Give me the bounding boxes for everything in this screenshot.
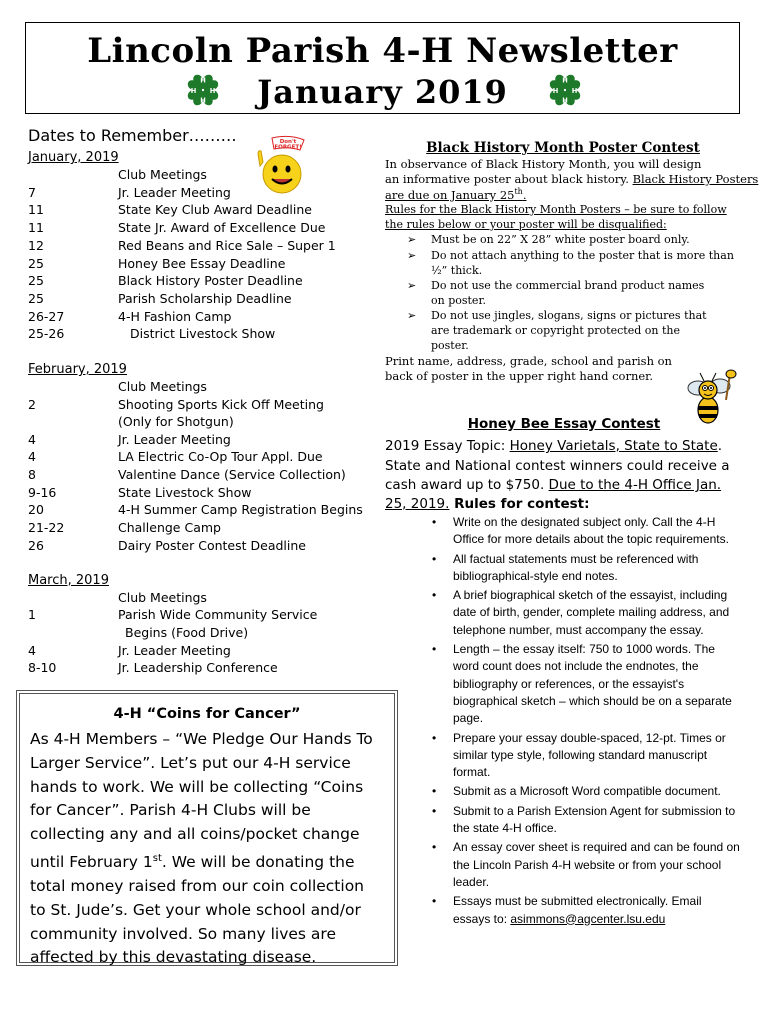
clover-icon [184,71,222,109]
svg-text:H: H [552,86,559,95]
event-text: Jr. Leadership Conference [118,660,278,675]
event-date: 25-26 [28,326,65,341]
svg-text:H: H [200,76,206,85]
event-text: Valentine Dance (Service Collection) [118,467,346,482]
hb-intro: 2019 Essay Topic: Honey Varietals, State to State. [385,438,723,454]
event-date: 11 [28,220,44,235]
bh-rule: Do not attach anything to the poster that is more than [431,249,734,262]
event-date: 11 [28,202,44,217]
bh-rule: are trademark or copyright protected on the [431,324,680,337]
event-text: 4-H Summer Camp Registration Begins [118,502,363,517]
event-text: District Livestock Show [130,326,276,341]
event-text: Shooting Sports Kick Off Meeting [118,397,324,412]
event-text: State Jr. Award of Excellence Due [118,220,326,235]
event-text: Jr. Leader Meeting [118,643,231,658]
coins-body-text: As 4-H Members – “We Pledge Our Hands To Larger Service”. Let’s put our 4-H service hands to work. We will be collecting “Coins for Cancer”. Parish 4-H Clubs will be collecting any and all coins/pocket change until February 1 [30,730,373,872]
bh-rules-heading: the rules below or your poster will be disqualified: [385,218,667,231]
bh-print-note: Print name, address, grade, school and parish on [385,354,672,368]
newsletter-title: Lincoln Parish 4-H Newsletter [87,31,678,71]
event-date: 9-16 [28,485,57,500]
arrow-bullet-icon: ➢ [407,249,417,262]
month-label-february: February, 2019 [28,362,127,377]
event-text: Dairy Poster Contest Deadline [118,538,306,553]
event-text: Honey Bee Essay Deadline [118,256,286,271]
bh-rule: on poster. [431,294,486,307]
event-text: State Livestock Show [118,485,252,500]
list-item: • Submit to a Parish Extension Agent for submission to the state 4-H office. [432,803,742,838]
list-item: • A brief biographical sketch of the essayist, including date of birth, gender, complete mailing address, and telephone number, must accompany the essay. [432,587,742,639]
black-history-title: Black History Month Poster Contest [426,140,700,156]
event-text: Challenge Camp [118,520,221,535]
event-text: Club Meetings [118,167,207,182]
event-text: Parish Wide Community Service [118,607,318,622]
svg-text:H: H [571,86,578,95]
event-date: 4 [28,432,36,447]
list-item: • Prepare your essay double-spaced, 12-pt. Times or similar type style, following standard manuscript format. [432,730,742,782]
month-label-january: January, 2019 [28,150,119,165]
svg-text:H: H [562,96,568,105]
sticker-text: Don't [279,139,297,145]
bh-intro: an informative poster about black history. Black History Posters [385,172,759,186]
coins-body [30,728,384,970]
event-date: 7 [28,185,36,200]
svg-text:FORGET!: FORGET! [274,144,302,151]
bh-rule: Do not use jingles, slogans, signs or pictures that [431,309,707,322]
svg-text:H: H [562,76,568,85]
coins-body-text: . We will be donating the total money raised from our coin collection to St. Jude’s. Get your whole school and/or community involved. So many lives are affected by this devastating disease. [30,853,364,967]
honey-bee-rules [432,514,742,930]
bh-rule: poster. [431,339,469,352]
event-date: 12 [28,238,44,253]
month-label-march: March, 2019 [28,573,109,588]
hb-intro: 25, 2019. Rules for contest: [385,496,590,512]
event-text: 4-H Fashion Camp [118,309,232,324]
arrow-bullet-icon: ➢ [407,309,417,322]
coins-title: 4-H “Coins for Cancer” [113,706,301,722]
event-date: 25 [28,291,44,306]
event-text: Club Meetings [118,590,207,605]
hb-intro: State and National contest winners could receive a [385,458,730,474]
svg-text:H: H [200,96,206,105]
clover-icon [546,71,584,109]
email-link[interactable]: asimmons@agcenter.lsu.edu [510,911,666,926]
bh-rule: ½” thick. [431,264,483,277]
newsletter-date: January 2019 [257,73,508,111]
coins-for-cancer-box [16,690,398,966]
svg-text:H: H [190,86,197,95]
event-date: 21-22 [28,520,65,535]
event-date: 20 [28,502,44,517]
event-date: 26 [28,538,44,553]
event-text: Black History Poster Deadline [118,273,303,288]
list-item: • An essay cover sheet is required and can be found on the Lincoln Parish 4-H website or from your school leader. [432,839,742,891]
bh-rule: Do not use the commercial brand product names [431,279,705,292]
event-text: State Key Club Award Deadline [118,202,312,217]
hb-intro: cash award up to $750. Due to the 4-H Office Jan. [385,477,722,493]
honey-bee-title: Honey Bee Essay Contest [467,416,661,432]
list-item: • All factual statements must be referenced with bibliographical-style end notes. [432,551,742,586]
event-date: 25 [28,256,44,271]
event-text: Parish Scholarship Deadline [118,291,292,306]
arrow-bullet-icon: ➢ [407,279,417,292]
list-item: • Submit as a Microsoft Word compatible document. [432,783,742,800]
dates-heading: Dates to Remember……… [28,126,237,145]
list-item: • Write on the designated subject only. Call the 4-H Office for more details about the topic requirements. [432,514,742,549]
event-date: 4 [28,643,36,658]
svg-text:H: H [209,86,216,95]
event-date: 8-10 [28,660,57,675]
arrow-bullet-icon: ➢ [407,233,417,246]
event-date: 2 [28,397,36,412]
bh-rules-heading: Rules for the Black History Month Posters – be sure to follow [385,203,727,216]
event-text: LA Electric Co-Op Tour Appl. Due [118,449,323,464]
bh-print-note: back of poster in the upper right hand corner. [385,369,654,383]
event-text: Begins (Food Drive) [125,625,249,640]
list-item: • Essays must be submitted electronically. Email essays to: asimmons@agcenter.lsu.edu [432,893,742,928]
bh-rule: Must be on 22” X 28” white poster board only. [431,233,690,246]
event-text: (Only for Shotgun) [118,414,234,429]
event-date: 8 [28,467,36,482]
event-date: 26-27 [28,309,65,324]
event-text: Jr. Leader Meeting [118,185,231,200]
event-text: Jr. Leader Meeting [118,432,231,447]
event-date: 25 [28,273,44,288]
event-date: 1 [28,607,36,622]
event-text: Red Beans and Rice Sale – Super 1 [118,238,336,253]
dont-forget-smiley-icon [250,134,310,196]
bh-intro: In observance of Black History Month, you will design [385,157,702,171]
list-item: • Length – the essay itself: 750 to 1000 words. The word count does not include the endnotes, the bibliography or references, or the essayist's biographical sketch – which should be on a separate page. [432,641,742,727]
event-text: Club Meetings [118,379,207,394]
coins-sup: st [152,852,162,864]
newsletter-header [25,22,740,114]
event-date: 4 [28,449,36,464]
bh-intro: are due on January 25th. [385,187,527,202]
